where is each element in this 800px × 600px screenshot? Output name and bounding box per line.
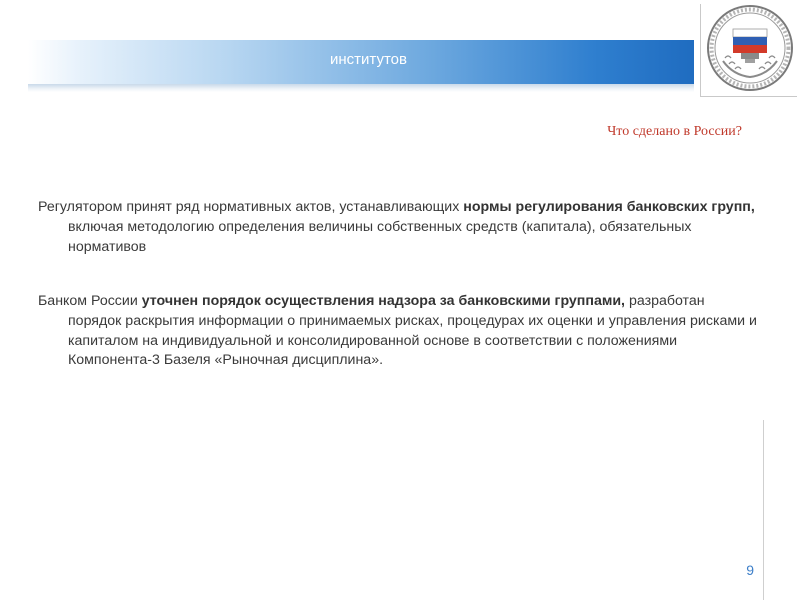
slide-title: институтов bbox=[330, 51, 407, 68]
header-shadow bbox=[28, 84, 694, 92]
paragraph-bank-supervision bbox=[38, 292, 758, 371]
university-seal-icon bbox=[705, 3, 795, 93]
paragraph-rest: включая методологию определения величины собственных средств (капитала), обязательных нормативов bbox=[68, 218, 692, 255]
page-number: 9 bbox=[746, 562, 754, 578]
paragraph-lead: Регулятором принят ряд нормативных актов, устанавливающих bbox=[38, 199, 464, 215]
paragraph-bold: нормы регулирования банковских групп, bbox=[463, 199, 755, 215]
paragraph-rest: разработан порядок раскрытия информации о принимаемых рисках, процедурах их оценки и управления рисками и капиталом на индивидуальной и консолидированной основе в соответствии с положениями Компонента-3 Базеля «Рыночная дисциплина». bbox=[68, 293, 757, 369]
section-subtitle: Что сделано в России? bbox=[607, 124, 742, 139]
paragraph-lead: Банком России bbox=[38, 293, 142, 309]
right-divider-line bbox=[763, 420, 764, 600]
paragraph-regulatory-acts bbox=[38, 198, 758, 257]
paragraph-bold: уточнен порядок осуществления надзора за банковскими группами, bbox=[141, 293, 625, 309]
